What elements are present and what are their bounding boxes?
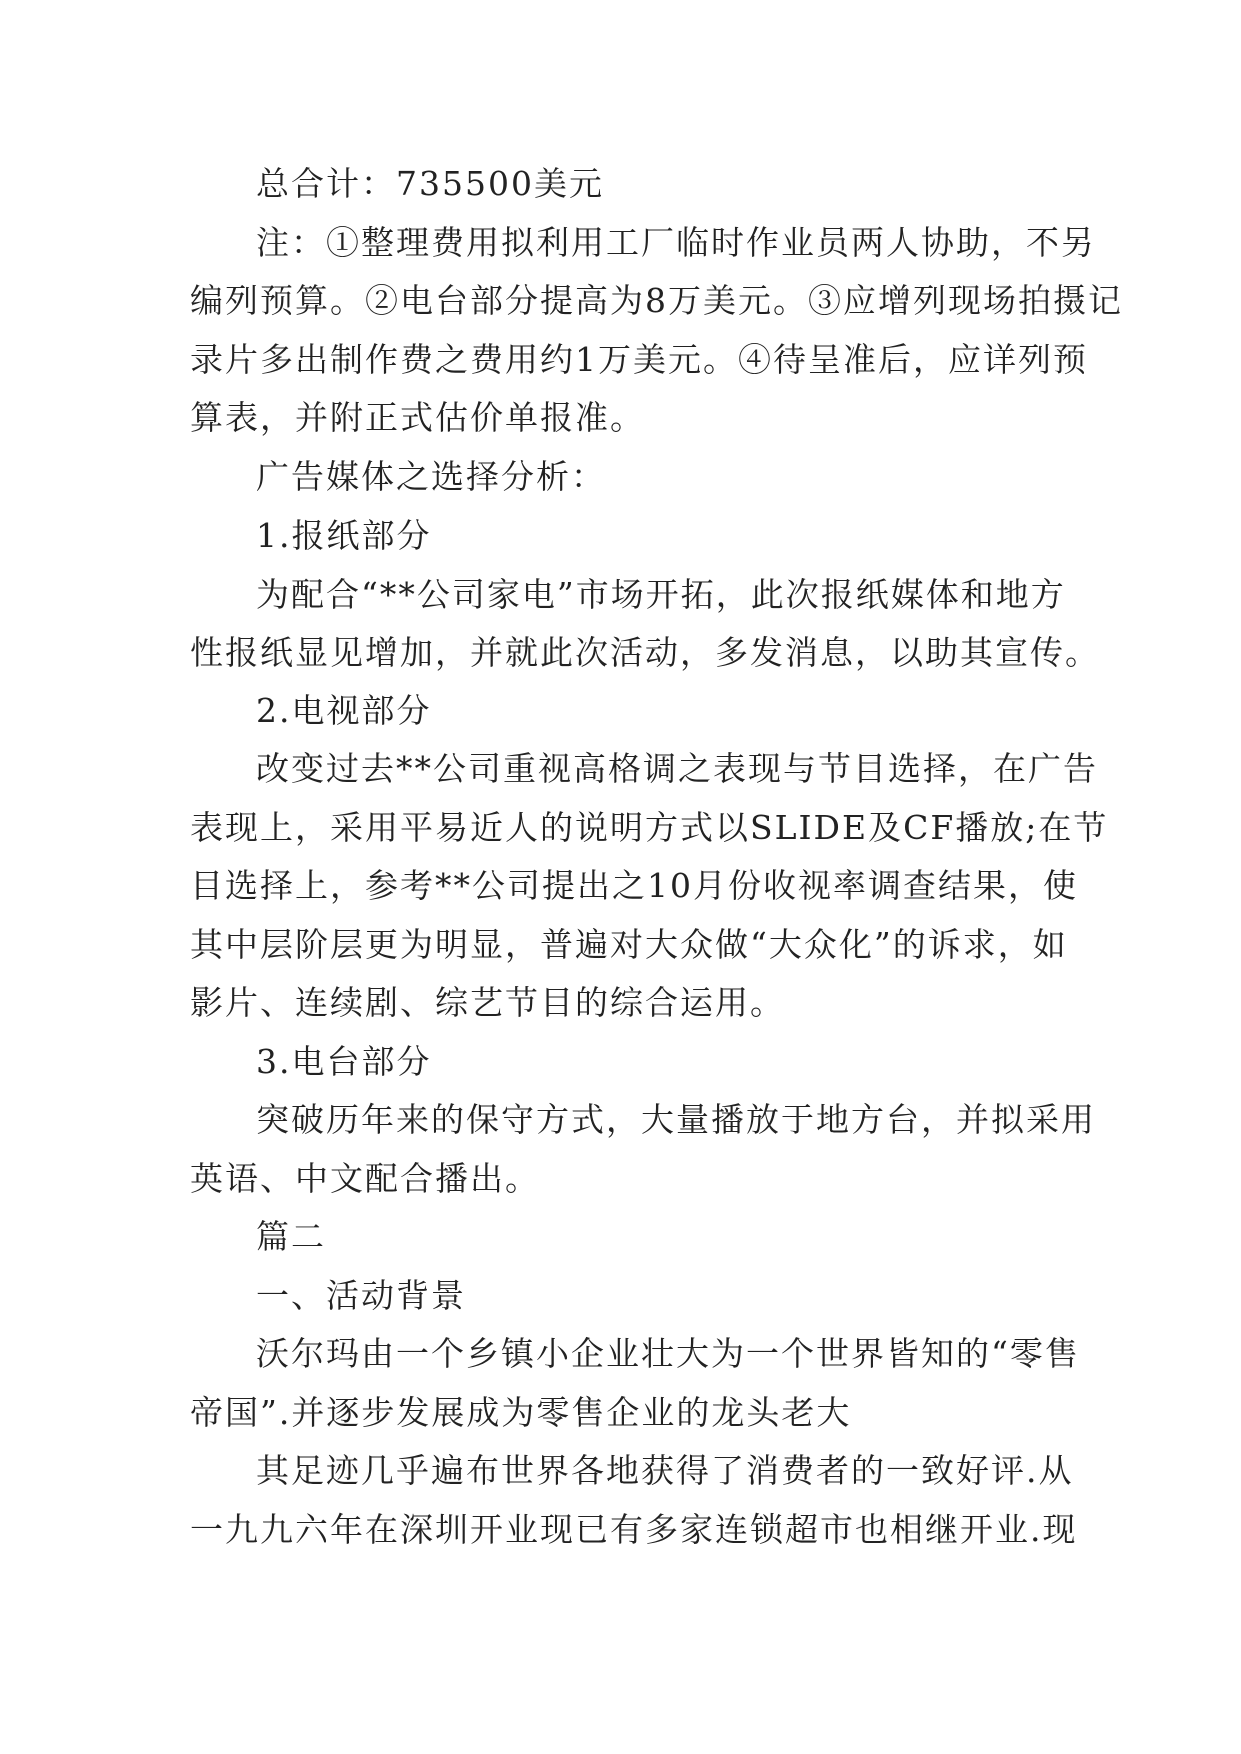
paragraph-line: 为配合“**公司家电”市场开拓，此次报纸媒体和地方: [256, 575, 1066, 614]
subsection-heading: 2.电视部分: [256, 691, 432, 730]
total-line: 总合计：735500美元: [256, 164, 604, 203]
note-line: 编列预算。②电台部分提高为8万美元。③应增列现场拍摄记: [190, 281, 1123, 320]
paragraph-line: 英语、中文配合播出。: [190, 1159, 540, 1198]
paragraph-line: 其中层阶层更为明显，普遍对大众做“大众化”的诉求，如: [190, 925, 1068, 964]
note-line: 录片多出制作费之费用约1万美元。④待呈准后，应详列预: [190, 340, 1088, 379]
paragraph-line: 影片、连续剧、综艺节目的综合运用。: [190, 983, 785, 1022]
subsection-heading: 3.电台部分: [256, 1042, 432, 1081]
paragraph-line: 性报纸显见增加，并就此次活动，多发消息，以助其宣传。: [190, 633, 1100, 672]
paragraph-line: 改变过去**公司重视高格调之表现与节目选择，在广告: [256, 749, 1098, 788]
paragraph-line: 目选择上，参考**公司提出之10月份收视率调查结果，使: [190, 866, 1078, 905]
paragraph-line: 表现上，采用平易近人的说明方式以SLIDE及CF播放;在节: [190, 808, 1109, 847]
paragraph-line: 沃尔玛由一个乡镇小企业壮大为一个世界皆知的“零售: [256, 1334, 1080, 1373]
subsection-heading: 1.报纸部分: [256, 516, 432, 555]
note-line: 算表，并附正式估价单报准。: [190, 398, 645, 437]
paragraph-line: 一九九六年在深圳开业现已有多家连锁超市也相继开业.现: [190, 1510, 1078, 1549]
paragraph-line: 帝国”.并逐步发展成为零售企业的龙头老大: [190, 1393, 852, 1432]
paragraph-line: 突破历年来的保守方式，大量播放于地方台，并拟采用: [256, 1100, 1096, 1139]
chapter-heading: 篇二: [256, 1217, 326, 1256]
note-line: 注：①整理费用拟利用工厂临时作业员两人协助，不另: [256, 223, 1096, 262]
section-heading: 一、活动背景: [256, 1276, 466, 1315]
paragraph-line: 其足迹几乎遍布世界各地获得了消费者的一致好评.从: [256, 1451, 1074, 1490]
section-heading: 广告媒体之选择分析：: [256, 457, 606, 496]
